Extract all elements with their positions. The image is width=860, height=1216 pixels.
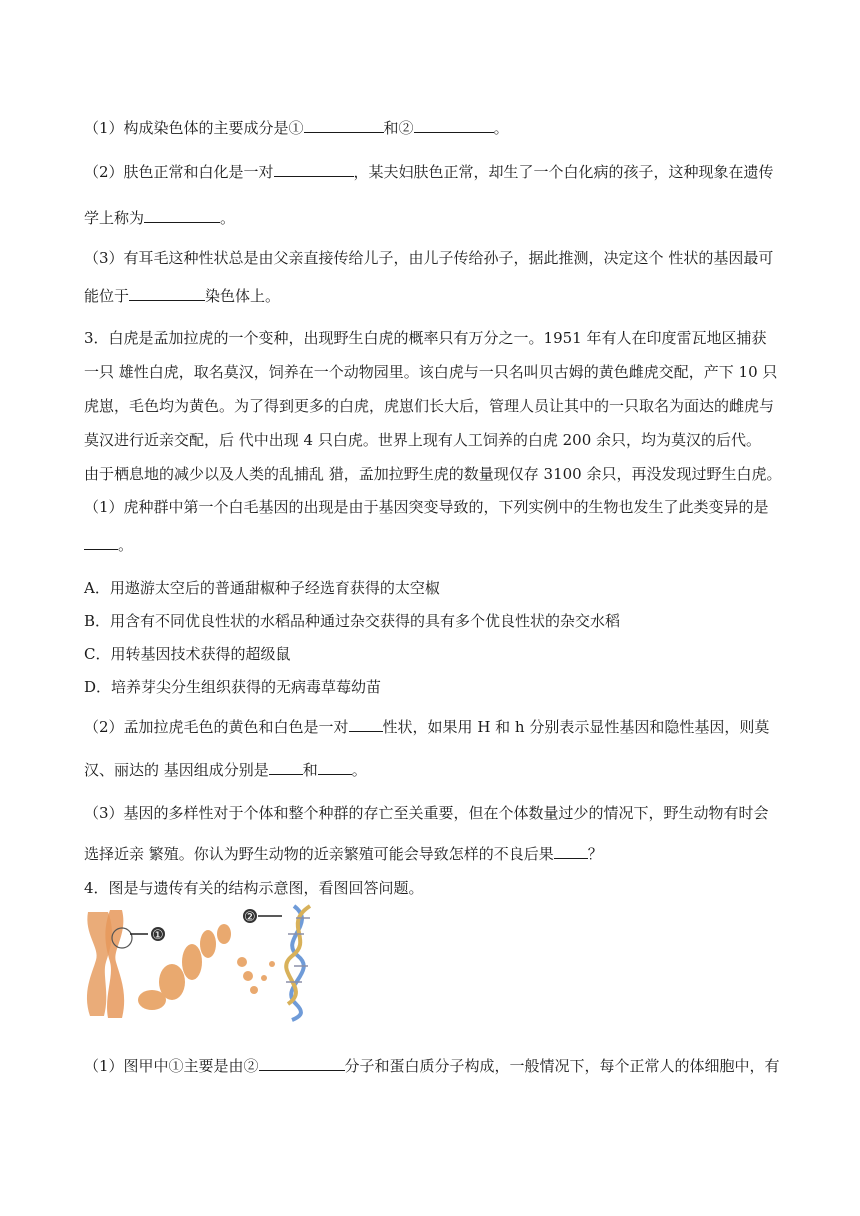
- text-line: [84, 430, 761, 450]
- text-segment: 。: [118, 536, 134, 554]
- text-segment: ？: [587, 845, 603, 863]
- text-segment: 。: [351, 761, 367, 779]
- text-segment: 汉、丽达的 基因组成分别是: [84, 761, 269, 779]
- text-line: [84, 286, 280, 306]
- text-segment: （3）有耳毛这种性状总是由父亲直接传给儿子，由儿子传给孙子，据此推测，决定这个 性状的基因最可: [84, 249, 774, 267]
- text-line: [84, 162, 774, 182]
- text-segment: A．用遨游太空后的普通甜椒种子经选育获得的太空椒: [84, 579, 440, 597]
- text-line: [84, 464, 781, 484]
- chromosome-dna-illustration: [82, 904, 322, 1022]
- text-segment: 4．图是与遗传有关的结构示意图，看图回答问题。: [84, 879, 424, 897]
- text-segment: （1）虎种群中第一个白毛基因的出现是由于基因突变导致的，下列实例中的生物也发生了此类变异的是: [84, 498, 769, 516]
- answer-blank[interactable]: [304, 118, 384, 133]
- answer-blank[interactable]: [414, 118, 494, 133]
- text-segment: B．用含有不同优良性状的水稻品种通过杂交获得的具有多个优良性状的杂交水稻: [84, 612, 621, 630]
- text-line: [84, 677, 381, 697]
- text-segment: 和: [302, 761, 318, 779]
- text-segment: D．培养芽尖分生组织获得的无病毒草莓幼苗: [84, 678, 382, 696]
- text-segment: 学上称为: [84, 209, 145, 227]
- text-segment: 染色体上。: [205, 287, 281, 305]
- dna-helix: [286, 906, 310, 1020]
- text-line: [84, 878, 424, 898]
- text-line: [84, 611, 620, 631]
- text-line: [84, 803, 769, 823]
- text-line: [84, 760, 367, 780]
- text-segment: （1）构成染色体的主要成分是①: [84, 119, 304, 137]
- text-segment: 能位于: [84, 287, 130, 305]
- text-line: [84, 118, 509, 138]
- text-segment: （2）孟加拉虎毛色的黄色和白色是一对: [84, 718, 349, 736]
- label-1: ①: [152, 928, 164, 943]
- answer-blank[interactable]: [144, 208, 220, 223]
- text-segment: 和②: [383, 119, 414, 137]
- text-line: [84, 362, 777, 382]
- text-line: [84, 717, 769, 737]
- text-line: [84, 1056, 780, 1076]
- answer-blank[interactable]: [84, 535, 118, 550]
- text-line: [84, 497, 769, 517]
- answer-blank[interactable]: [129, 286, 205, 301]
- text-line: [84, 578, 440, 598]
- answer-blank[interactable]: [349, 717, 383, 732]
- label-2: ②: [244, 910, 256, 925]
- text-line: [84, 396, 774, 416]
- answer-blank[interactable]: [269, 760, 303, 775]
- answer-blank[interactable]: [318, 760, 352, 775]
- answer-blank[interactable]: [274, 162, 354, 177]
- text-segment: 虎崽，毛色均为黄色。为了得到更多的白虎，虎崽们长大后，管理人员让其中的一只取名为面达的雌虎与: [84, 397, 775, 415]
- text-segment: 分子和蛋白质分子构成，一般情况下，每个正常人的体细胞中，有: [344, 1057, 780, 1075]
- text-line: [84, 844, 603, 864]
- chromosome-dna-figure: [82, 904, 322, 1022]
- text-line: [84, 535, 133, 555]
- text-segment: （3）基因的多样性对于个体和整个种群的存亡至关重要，但在个体数量过少的情况下，野生动物有时会: [84, 804, 769, 822]
- text-line: [84, 248, 773, 268]
- text-segment: 。: [220, 209, 236, 227]
- text-segment: （1）图甲中①主要是由②: [84, 1057, 259, 1075]
- answer-blank[interactable]: [554, 844, 588, 859]
- text-line: [84, 328, 767, 348]
- text-segment: C．用转基因技术获得的超级鼠: [84, 645, 291, 663]
- text-segment: （2）肤色正常和白化是一对: [84, 163, 274, 181]
- text-segment: 由于栖息地的减少以及人类的乱捕乱 猎，孟加拉野生虎的数量现仅存 3100 余只，再没发现过野生白虎。: [84, 465, 782, 483]
- text-segment: ，某夫妇肤色正常，却生了一个白化病的孩子，这种现象在遗传: [353, 163, 774, 181]
- text-segment: 。: [493, 119, 509, 137]
- text-segment: 性状，如果用 H 和 h 分别表示显性基因和隐性基因，则莫: [382, 718, 770, 736]
- text-line: [84, 208, 235, 228]
- text-segment: 一只 雄性白虎，取名莫汉，饲养在一个动物园里。该白虎与一只名叫贝古姆的黄色雌虎交配，产下 10 只: [84, 363, 778, 381]
- text-segment: 莫汉进行近亲交配，后 代中出现 4 只白虎。世界上现有人工饲养的白虎 200 余只，均为莫汉的后代。: [84, 431, 762, 449]
- text-line: [84, 644, 290, 664]
- answer-blank[interactable]: [259, 1056, 345, 1071]
- text-segment: 选择近亲 繁殖。你认为野生动物的近亲繁殖可能会导致怎样的不良后果: [84, 845, 554, 863]
- text-segment: 3．白虎是孟加拉虎的一个变种，出现野生白虎的概率只有万分之一。1951 年有人在印度雷瓦地区捕获: [84, 329, 767, 347]
- chromosome-shape: [87, 910, 132, 1018]
